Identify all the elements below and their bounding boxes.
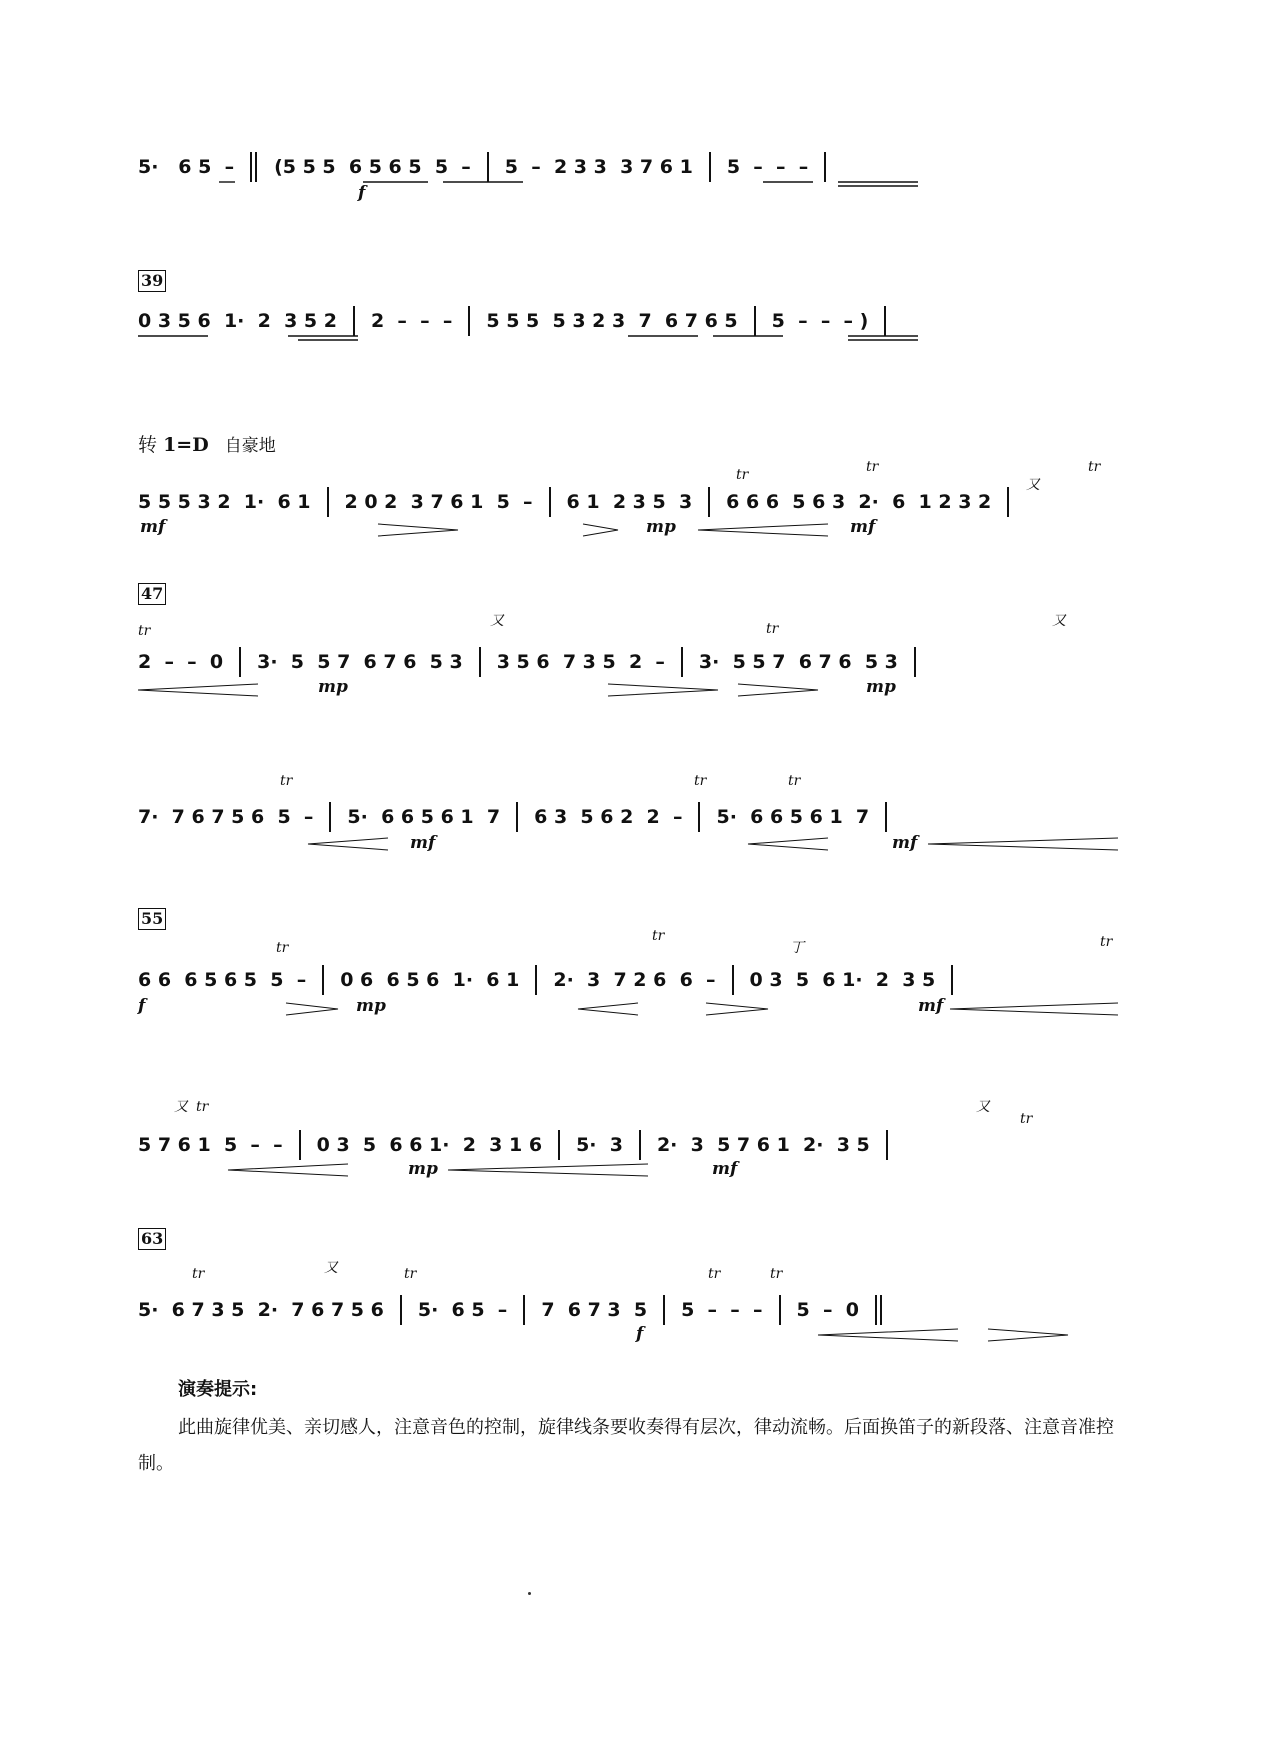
barline xyxy=(239,647,241,677)
measure: 5· 3 xyxy=(576,1134,623,1156)
measure: 2· 3 5 7 6 1 2· 3 5 xyxy=(656,1134,870,1156)
final-barline xyxy=(875,1295,877,1325)
dynamic-marking: f xyxy=(138,996,146,1016)
measure: 5 – – – ) xyxy=(771,310,869,332)
ornament-mark: 丁 xyxy=(790,940,804,956)
barline xyxy=(329,802,331,832)
notes-line xyxy=(138,1295,1150,1325)
trill-ornament: tr xyxy=(694,773,707,789)
measure: 0 3 5 6 6 1· 2 3 1 6 xyxy=(316,1134,543,1156)
trill-ornament: tr xyxy=(276,940,289,956)
trill-ornament: tr xyxy=(708,1266,721,1282)
hairpins xyxy=(138,1325,1150,1345)
trill-ornament: tr xyxy=(788,773,801,789)
staff-system-5 xyxy=(138,770,1150,890)
notes-line xyxy=(138,152,1150,182)
key-change xyxy=(138,433,276,458)
measure: 0 3 5 6 1· 2 3 5 2 xyxy=(138,310,337,332)
measure: 5· 6 5 – xyxy=(138,156,235,178)
measure: 5 – – – xyxy=(681,1299,763,1321)
measure: 5 7 6 1 5 – – xyxy=(138,1134,283,1156)
staff-system-4 xyxy=(138,612,1150,732)
notes-line xyxy=(138,802,1150,832)
barline xyxy=(516,802,518,832)
hairpins xyxy=(138,834,1150,854)
measure-number: 39 xyxy=(138,270,166,292)
beam-underlines xyxy=(138,180,1150,188)
trill-ornament: tr xyxy=(280,773,293,789)
trill-ornament: tr xyxy=(736,467,749,483)
barline xyxy=(487,152,489,182)
measure-number: 55 xyxy=(138,908,166,930)
barline xyxy=(708,487,710,517)
measure: 5 5 5 3 2 1· 6 1 xyxy=(138,491,311,513)
measure: 3· 5 5 7 6 7 6 5 3 xyxy=(257,651,463,673)
barline xyxy=(523,1295,525,1325)
barline xyxy=(479,647,481,677)
staff-system-3 xyxy=(138,460,1150,580)
ornament-mark: 又 xyxy=(976,1099,990,1115)
expression-marking: 自豪地 xyxy=(224,436,276,456)
measure: 2 – – 0 xyxy=(138,651,224,673)
dynamic-marking: mf xyxy=(712,1159,738,1179)
staff-system-2 xyxy=(138,300,1150,420)
dynamic-marking: mf xyxy=(410,833,436,853)
ornament-mark: 又 xyxy=(174,1099,188,1115)
measure: 3 5 6 7 3 5 2 – xyxy=(496,651,665,673)
trill-ornament: tr xyxy=(866,459,879,475)
measure: 2 – – – xyxy=(370,310,453,332)
hairpins xyxy=(138,1160,1150,1180)
barline xyxy=(549,487,551,517)
measure: 6 6 6 5 6 5 5 – xyxy=(138,969,307,991)
tips-title: 演奏提示: xyxy=(178,1379,258,1400)
dynamic-marking: mf xyxy=(918,996,944,1016)
staff-system-7 xyxy=(138,1090,1150,1210)
trill-ornament: tr xyxy=(1088,459,1101,475)
barline xyxy=(327,487,329,517)
ornament-mark: 又 xyxy=(490,613,504,629)
staff-system-8 xyxy=(138,1255,1150,1375)
trill-ornament: tr xyxy=(138,623,151,639)
measure-number: 63 xyxy=(138,1228,166,1250)
dynamic-marking: mp xyxy=(356,996,386,1016)
trill-ornament: tr xyxy=(1100,934,1113,950)
barline xyxy=(914,647,916,677)
barline xyxy=(951,965,953,995)
barline xyxy=(535,965,537,995)
measure: 5· 6 7 3 5 2· 7 6 7 5 6 xyxy=(138,1299,384,1321)
trill-ornament: tr xyxy=(404,1266,417,1282)
measure: 5 – 2 3 3 3 7 6 1 xyxy=(504,156,693,178)
trill-ornament: tr xyxy=(766,621,779,637)
staff-system-6 xyxy=(138,928,1150,1055)
measure: (5 5 5 6 5 6 5 5 – xyxy=(274,156,471,178)
beam-underlines xyxy=(138,334,1150,342)
measure: 5 – – – xyxy=(726,156,809,178)
barline xyxy=(639,1130,641,1160)
measure: 5· 6 6 5 6 1 7 xyxy=(347,806,501,828)
barline xyxy=(698,802,700,832)
key-signature: 1=D xyxy=(163,434,209,456)
barline xyxy=(299,1130,301,1160)
double-barline xyxy=(250,152,252,182)
measure: 6 6 6 5 6 3 2· 6 1 2 3 2 xyxy=(726,491,992,513)
measure-number: 47 xyxy=(138,583,166,605)
staff-system-1 xyxy=(138,140,1150,260)
barline xyxy=(663,1295,665,1325)
measure: 7 6 7 3 5 xyxy=(541,1299,648,1321)
barline xyxy=(886,1130,888,1160)
stray-dot xyxy=(528,1592,531,1595)
notes-line xyxy=(138,647,1150,677)
notes-line xyxy=(138,965,1150,995)
barline xyxy=(885,802,887,832)
ornament-mark: 又 xyxy=(1052,613,1066,629)
measure: 3· 5 5 7 6 7 6 5 3 xyxy=(698,651,898,673)
dynamic-marking: mp xyxy=(866,677,896,697)
barline xyxy=(779,1295,781,1325)
trill-ornament: tr xyxy=(192,1266,205,1282)
dynamic-marking: mp xyxy=(318,677,348,697)
barline xyxy=(709,152,711,182)
measure: 5 – 0 xyxy=(796,1299,859,1321)
barline xyxy=(322,965,324,995)
dynamic-marking: mf xyxy=(850,517,876,537)
barline xyxy=(754,306,756,336)
notes-line xyxy=(138,1130,1150,1160)
barline xyxy=(1007,487,1009,517)
trill-ornament: tr xyxy=(770,1266,783,1282)
measure: 7· 7 6 7 5 6 5 – xyxy=(138,806,314,828)
barline xyxy=(824,152,826,182)
measure: 6 3 5 6 2 2 – xyxy=(534,806,683,828)
barline xyxy=(732,965,734,995)
measure: 5 5 5 5 3 2 3 7 6 7 6 5 xyxy=(486,310,738,332)
hairpins xyxy=(138,517,1150,540)
dynamic-marking: mf xyxy=(892,833,918,853)
trill-ornament: tr xyxy=(652,928,665,944)
dynamic-marking: f xyxy=(358,183,366,203)
dynamic-marking: mp xyxy=(646,517,676,537)
key-change-label: 转 xyxy=(138,434,158,456)
trill-ornament: tr xyxy=(1020,1111,1033,1127)
measure: 0 6 6 5 6 1· 6 1 xyxy=(340,969,520,991)
notes-line xyxy=(138,487,1150,517)
measure: 2 0 2 3 7 6 1 5 – xyxy=(344,491,533,513)
barline xyxy=(353,306,355,336)
measure: 0 3 5 6 1· 2 3 5 xyxy=(749,969,936,991)
hairpins xyxy=(138,677,1150,700)
ornament-mark: 又 xyxy=(1026,477,1040,493)
measure: 2· 3 7 2 6 6 – xyxy=(553,969,716,991)
dynamic-marking: f xyxy=(636,1324,644,1344)
dynamic-marking: mf xyxy=(140,517,166,537)
tips-body: 此曲旋律优美、亲切感人，注意音色的控制，旋律线条要收奏得有层次，律动流畅。后面换笛子的新段落、注意音准控制。 xyxy=(138,1417,1114,1474)
barline xyxy=(400,1295,402,1325)
hairpins xyxy=(138,996,1150,1019)
notes-line xyxy=(138,306,1150,336)
measure: 5· 6 6 5 6 1 7 xyxy=(716,806,870,828)
barline xyxy=(558,1130,560,1160)
barline xyxy=(884,306,886,336)
measure: 6 1 2 3 5 3 xyxy=(566,491,693,513)
barline xyxy=(681,647,683,677)
trill-ornament: tr xyxy=(196,1099,209,1115)
ornament-mark: 又 xyxy=(324,1260,338,1276)
measure: 5· 6 5 – xyxy=(417,1299,508,1321)
barline xyxy=(468,306,470,336)
dynamic-marking: mp xyxy=(408,1159,438,1179)
